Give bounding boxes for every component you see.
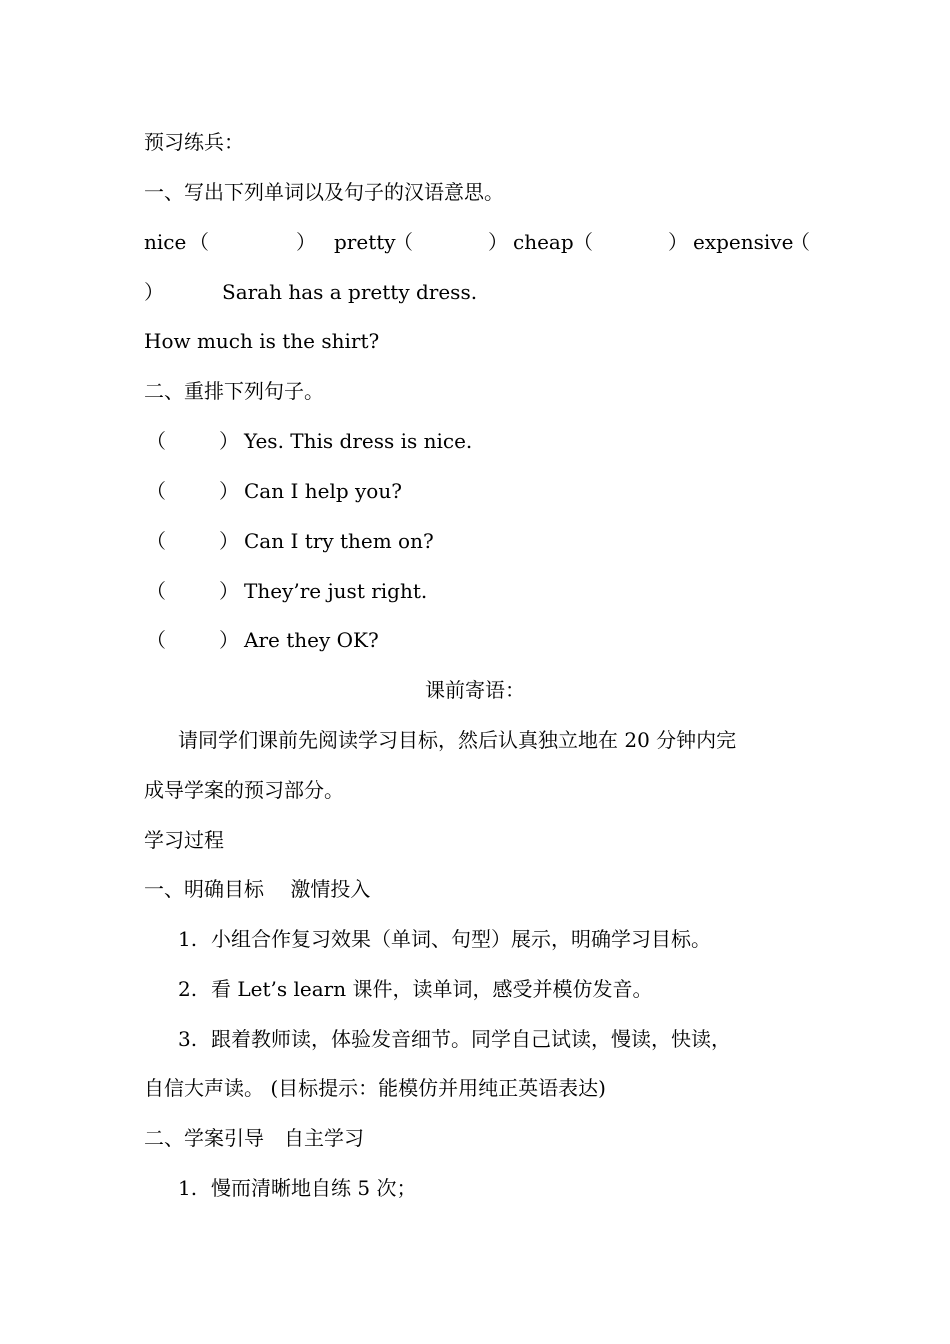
list-number: 3.	[178, 1027, 198, 1051]
blank-open: （	[146, 529, 166, 553]
vocab-word: pretty	[334, 230, 396, 254]
list-number: 2.	[178, 977, 198, 1001]
reorder-text: Can I try them on?	[244, 529, 434, 553]
reorder-text: Are they OK?	[244, 628, 379, 652]
preview-heading: 预习练兵：	[144, 130, 244, 154]
pre-class-text: 请同学们课前先阅读学习目标，然后认真独立地在 20 分钟内完	[178, 728, 737, 752]
list-number: 1.	[178, 1176, 198, 1200]
blank-close: ）	[668, 230, 688, 254]
blank-close: ）	[219, 579, 239, 603]
list-number: 1.	[178, 927, 198, 951]
blank-close: ）	[296, 230, 316, 254]
list-item: 跟着教师读，体验发音细节。同学自己试读，慢读，快读，	[211, 1027, 731, 1051]
blank-close: ）	[219, 429, 239, 453]
translate-sentence: How much is the shirt?	[144, 329, 380, 353]
pre-class-title: 课前寄语：	[425, 678, 525, 702]
blank-open: （	[146, 429, 166, 453]
list-item: 看 Let’s learn 课件，读单词，感受并模仿发音。	[211, 977, 653, 1001]
blank-close: ）	[219, 628, 239, 652]
vocab-word: expensive	[693, 230, 794, 254]
section1-title: 一、写出下列单词以及句子的汉语意思。	[144, 180, 504, 204]
blank-open: （	[146, 479, 166, 503]
blank-close: ）	[219, 529, 239, 553]
list-item: 慢而清晰地自练 5 次；	[211, 1176, 417, 1200]
list-item-continuation: 自信大声读。 (目标提示：能模仿并用纯正英语表达)	[144, 1076, 606, 1100]
blank-open: （	[146, 628, 166, 652]
blank-open: （	[189, 230, 209, 254]
blank-close: ）	[144, 280, 164, 304]
process-title: 学习过程	[144, 828, 224, 852]
vocab-word: cheap	[513, 230, 574, 254]
blank-close: ）	[219, 479, 239, 503]
reorder-text: Yes. This dress is nice.	[244, 429, 473, 453]
part1-title: 一、明确目标 激情投入	[144, 877, 371, 901]
blank-open: （	[393, 230, 413, 254]
vocab-word: nice	[144, 230, 187, 254]
pre-class-text: 成导学案的预习部分。	[144, 778, 344, 802]
blank-close: ）	[488, 230, 508, 254]
section2-title: 二、重排下列句子。	[144, 379, 324, 403]
blank-open: （	[790, 230, 810, 254]
blank-open: （	[573, 230, 593, 254]
part2-title: 二、学案引导 自主学习	[144, 1126, 364, 1150]
translate-sentence: Sarah has a pretty dress.	[222, 280, 478, 304]
list-item: 小组合作复习效果（单词、句型）展示，明确学习目标。	[211, 927, 711, 951]
reorder-text: They’re just right.	[244, 579, 428, 603]
blank-open: （	[146, 579, 166, 603]
reorder-text: Can I help you?	[244, 479, 402, 503]
